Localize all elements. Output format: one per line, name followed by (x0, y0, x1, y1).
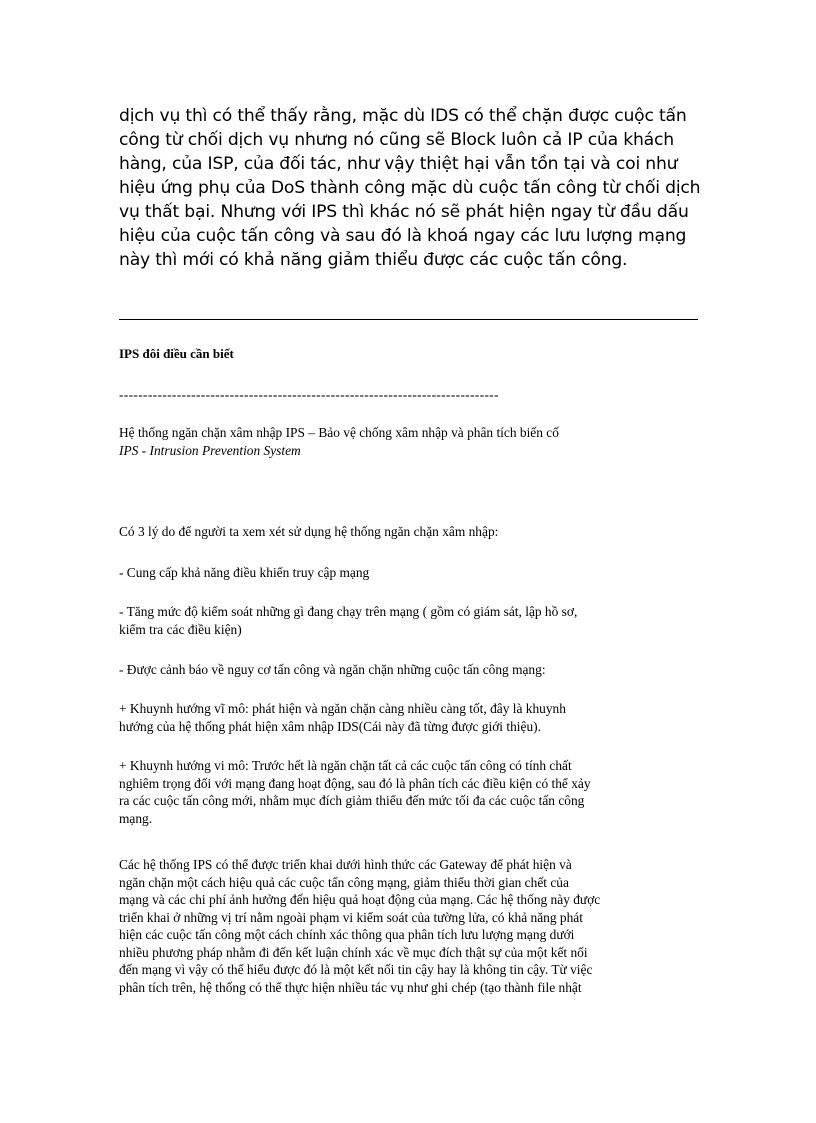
lead-paragraph (119, 104, 709, 272)
reason-2 (119, 603, 577, 638)
body-line: nhiều phương pháp nhằm đi đến kết luận chính xác về mục đích thật sự của một kết nối (119, 944, 588, 960)
lead-line: công từ chối dịch vụ nhưng nó cũng sẽ Block luôn cả IP của khách (119, 130, 674, 150)
body-line: phân tích trên, hệ thống có thể thực hiện nhiều tác vụ như ghi chép (tạo thành file nhật (119, 979, 582, 995)
lead-line: hàng, của ISP, của đối tác, như vậy thiệt hại vẫn tồn tại và coi như (119, 154, 678, 174)
body-paragraph (119, 856, 600, 996)
trend-macro (119, 700, 566, 735)
trend-macro-line: + Khuynh hướng vĩ mô: phát hiện và ngăn chặn càng nhiều càng tốt, đây là khuynh (119, 701, 566, 716)
body-line: mạng và các chi phí ảnh hưởng đến hiệu quả hoạt động của mạng. Các hệ thống này được (119, 892, 601, 907)
lead-line: hiệu ứng phụ của DoS thành công mặc dù cuộc tấn công từ chối dịch (119, 178, 701, 198)
body-line: hiện các cuộc tấn công một cách chính xác thông qua phân tích lưu lượng mạng dưới (119, 927, 575, 942)
trend-micro-line: ra các cuộc tấn công mới, nhằm mục đích giảm thiểu đến mức tối đa các cuộc tấn công (119, 793, 585, 808)
section-heading: IPS đôi điều cần biết (119, 346, 234, 361)
subtitle-block (119, 424, 559, 459)
reason-3: - Được cảnh báo về nguy cơ tấn công và ngăn chặn những cuộc tấn công mạng: (119, 662, 546, 677)
subtitle-english: IPS - Intrusion Prevention System (119, 442, 301, 458)
trend-macro-line: hướng của hệ thống phát hiện xâm nhập IDS(Cái này đã từng được giới thiệu). (119, 718, 541, 734)
lead-line: hiệu của cuộc tấn công và sau đó là khoá ngay các lưu lượng mạng (119, 226, 687, 246)
lead-line: vụ thất bại. Nhưng với IPS thì khác nó sẽ phát hiện ngay từ đầu dấu (119, 202, 689, 222)
trend-micro-line: nghiêm trọng đối với mạng đang hoạt động, sau đó là phân tích các điều kiện có thể xảy (119, 775, 591, 791)
body-line: ngăn chặn một cách hiệu quả các cuộc tấn công mạng, giảm thiểu thời gian chết của (119, 874, 569, 890)
body-line: đến mạng vì vậy có thể hiểu được đó là một kết nối tin cậy hay là không tin cậy. Từ việc (119, 962, 593, 977)
reason-2-line: - Tăng mức độ kiểm soát những gì đang chạy trên mạng ( gồm có giám sát, lập hồ sơ, (119, 604, 578, 619)
trend-micro-line: + Khuynh hướng vi mô: Trước hết là ngăn chặn tất cả các cuộc tấn công có tính chất (119, 758, 572, 773)
body-line: triển khai ở những vị trí nằm ngoài phạm vi kiểm soát của tường lửa, có khả năng phát (119, 909, 583, 925)
intro-text: Có 3 lý do để người ta xem xét sử dụng hệ thống ngăn chặn xâm nhập: (119, 524, 499, 539)
dashed-separator: ------------------------------------------------------------------------------- (119, 387, 499, 402)
reason-2-line: kiểm tra các điều kiện) (119, 621, 242, 637)
trend-micro-line: mạng. (119, 810, 153, 826)
horizontal-divider (119, 319, 698, 320)
subtitle: Hệ thống ngăn chặn xâm nhập IPS – Bảo vệ chống xâm nhập và phân tích biến cố (119, 425, 559, 440)
trend-micro (119, 757, 591, 827)
body-line: Các hệ thống IPS có thể được triển khai dưới hình thức các Gateway để phát hiện và (119, 857, 572, 872)
lead-line: này thì mới có khả năng giảm thiểu được các cuộc tấn công. (119, 250, 628, 270)
lead-line: dịch vụ thì có thể thấy rằng, mặc dù IDS có thể chặn được cuộc tấn (119, 106, 687, 126)
reason-1: - Cung cấp khả năng điều khiển truy cập mạng (119, 565, 370, 580)
